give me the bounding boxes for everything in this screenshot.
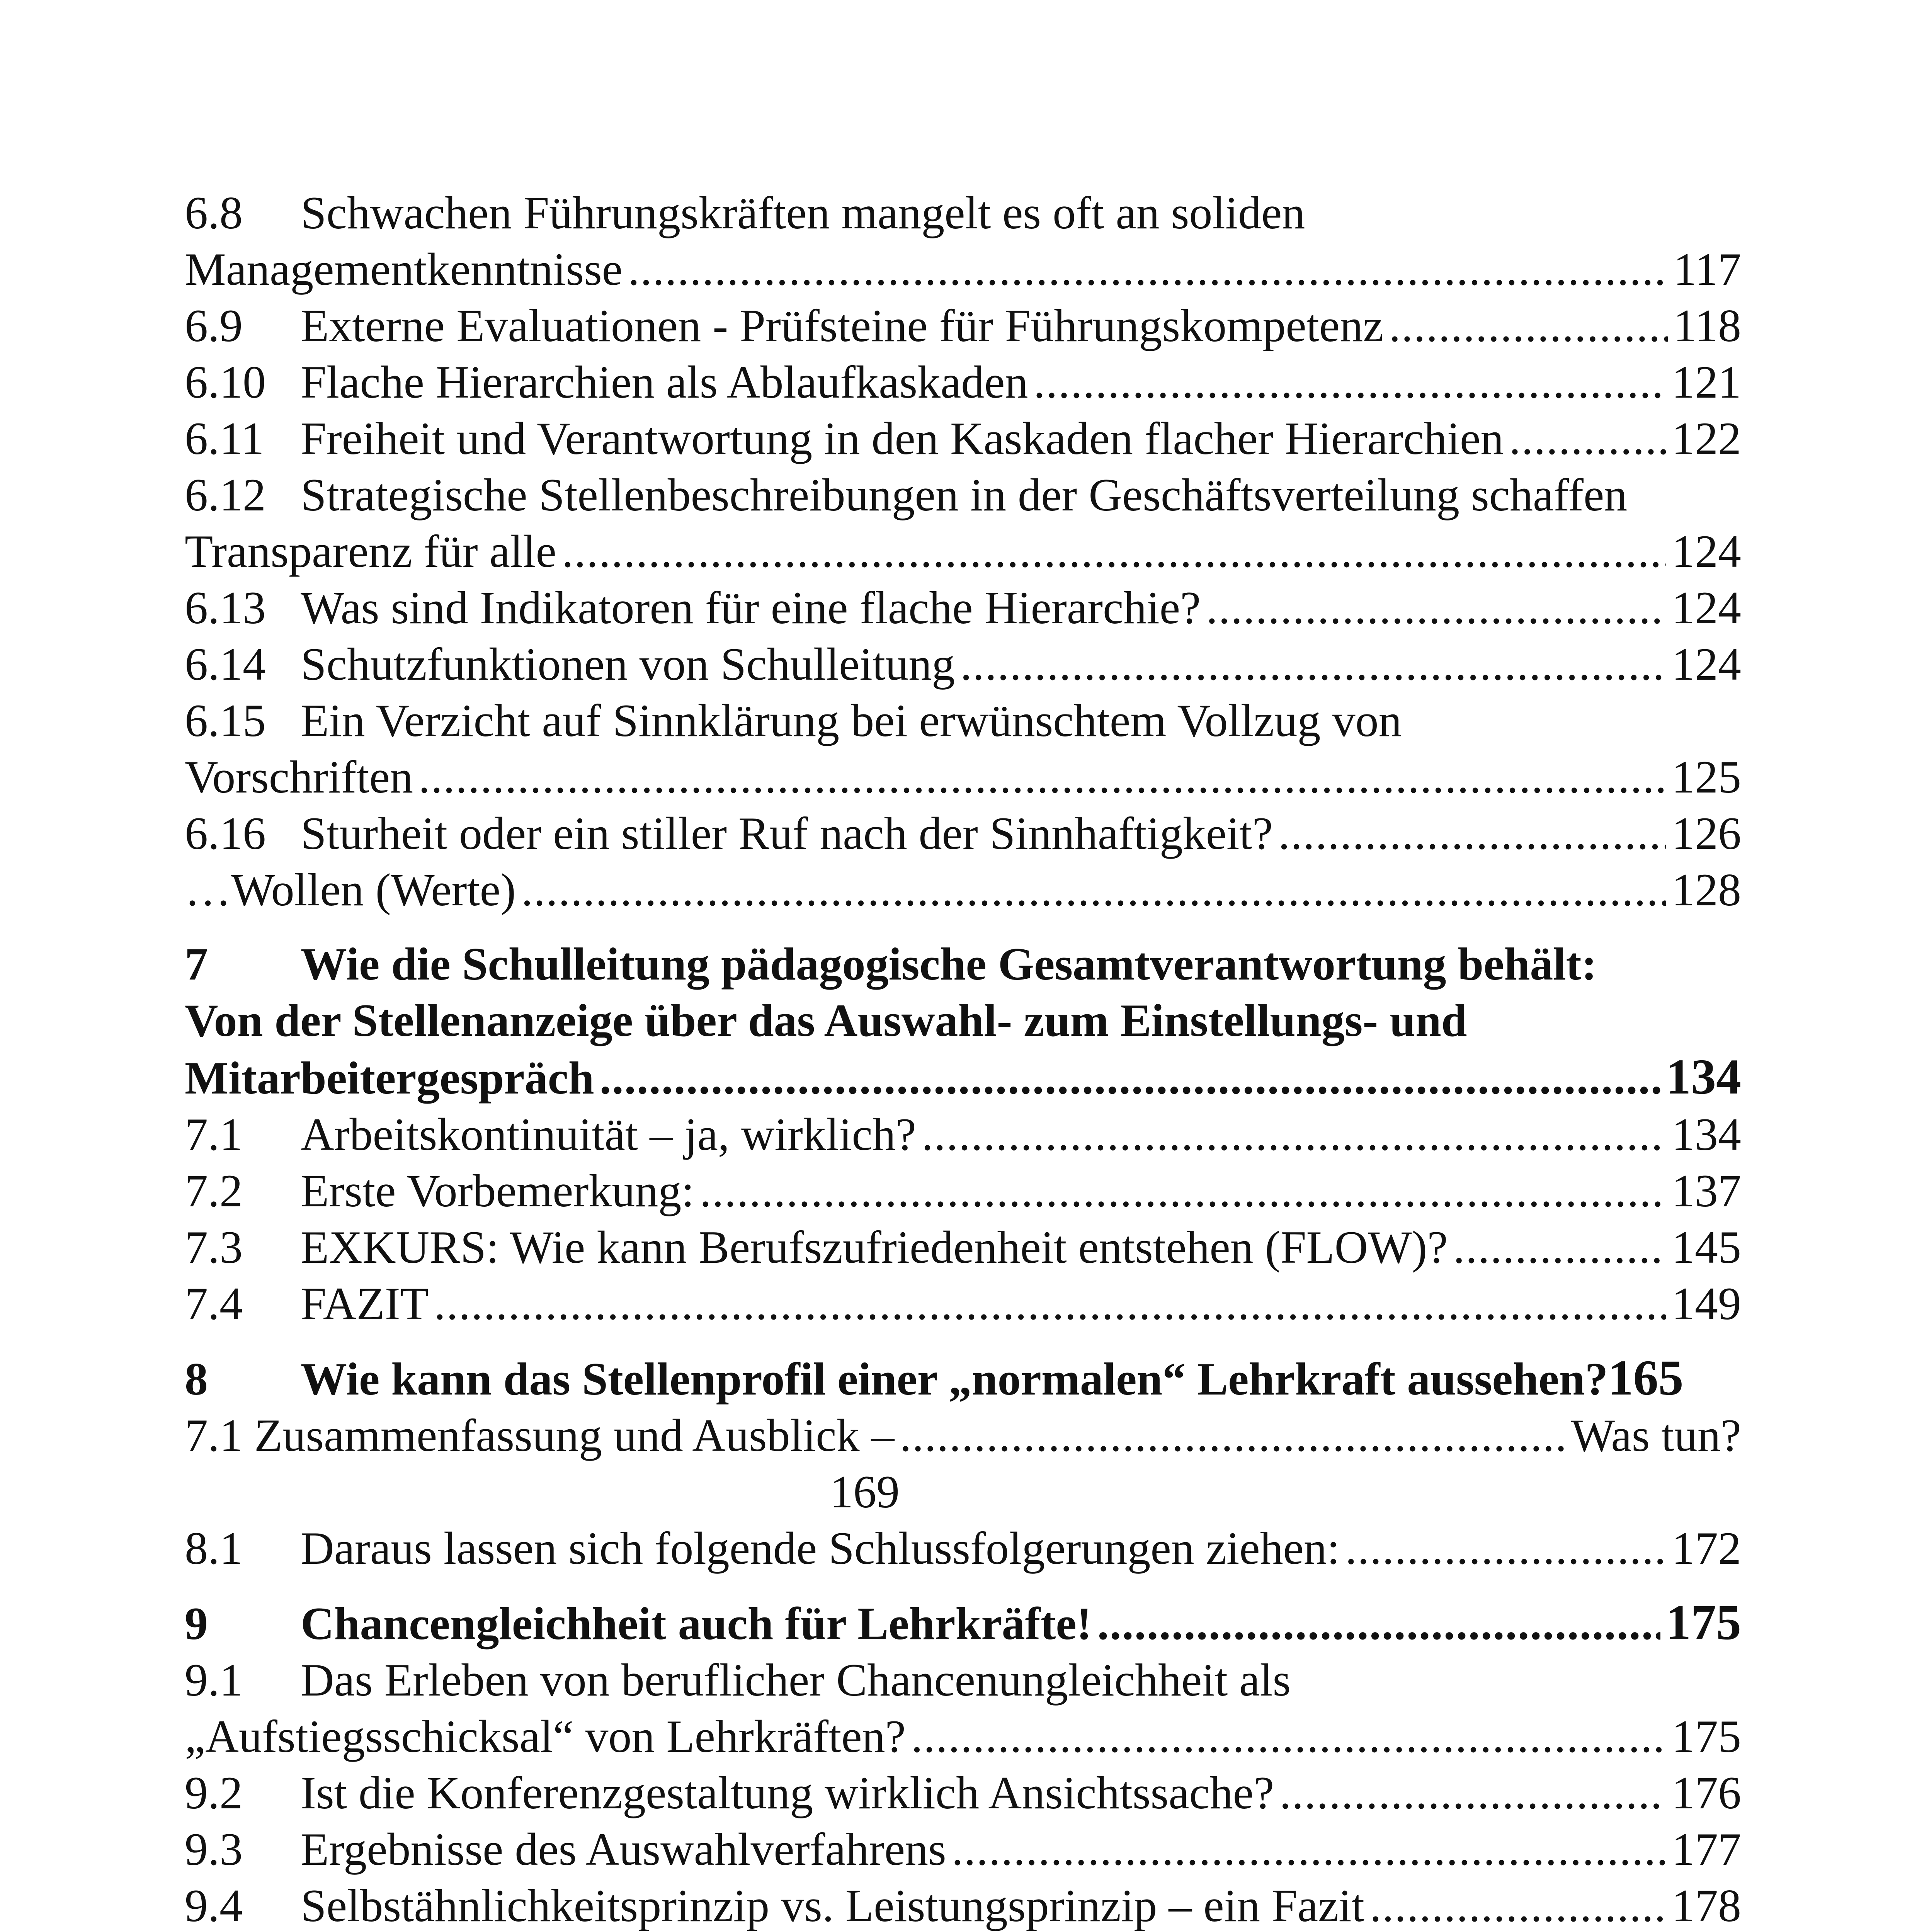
toc-number: 6.16	[185, 808, 266, 859]
toc-number: 8	[185, 1353, 208, 1405]
toc-number: 7	[185, 938, 208, 990]
toc-title-continued: Transparenz für alle	[185, 526, 556, 577]
dot-leader	[1345, 1520, 1666, 1577]
toc-entry-6-15[interactable]	[185, 692, 1741, 805]
dot-leader	[1278, 805, 1666, 862]
toc-title: …Wollen (Werte)	[185, 864, 516, 915]
toc-number: 9.4	[185, 1880, 243, 1931]
toc-entry-7-4[interactable]	[185, 1276, 1741, 1332]
toc-chapter-9[interactable]	[185, 1594, 1741, 1652]
toc-title: Externe Evaluationen - Prüfsteine für Führungskompetenz	[301, 300, 1384, 351]
toc-page-number: 165	[1608, 1350, 1684, 1406]
toc-chapter-7[interactable]	[185, 936, 1741, 1106]
toc-entry-6-11[interactable]	[185, 410, 1741, 467]
toc-title: Strategische Stellenbeschreibungen in der Geschäftsverteilung schaffen	[301, 469, 1628, 520]
toc-title: Schutzfunktionen von Schulleitung	[301, 638, 955, 690]
toc-page-number: 118	[1673, 300, 1741, 351]
toc-page-number: 177	[1672, 1823, 1741, 1875]
toc-number: 8.1	[185, 1522, 243, 1574]
toc-number: 6.14	[185, 638, 266, 690]
toc-number: 6.15	[185, 695, 266, 746]
toc-number: 7.2	[185, 1165, 243, 1216]
toc-page-number: 149	[1672, 1278, 1741, 1329]
toc-number: 7.1	[185, 1109, 243, 1160]
table-of-contents	[185, 185, 1741, 1932]
dot-leader	[521, 862, 1666, 918]
dot-leader	[700, 1163, 1666, 1219]
toc-title: Wie die Schulleitung pädagogische Gesamtverantwortung behält:	[301, 938, 1597, 990]
toc-entry-6-8[interactable]	[185, 185, 1741, 298]
toc-title: Flache Hierarchien als Ablaufkaskaden	[301, 356, 1028, 408]
toc-entry-7-1[interactable]	[185, 1106, 1741, 1163]
toc-page-number: 134	[1672, 1109, 1741, 1160]
toc-title-tail: Was tun?	[1571, 1410, 1741, 1461]
toc-page-number: 175	[1672, 1711, 1741, 1762]
toc-title-continued: Managementkenntnisse	[185, 243, 623, 295]
toc-number: 9.2	[185, 1767, 243, 1818]
dot-leader	[1370, 1878, 1666, 1932]
toc-title: 7.1 Zusammenfassung und Ausblick –	[185, 1410, 895, 1461]
dot-leader	[628, 241, 1668, 298]
toc-entry-9-1[interactable]	[185, 1652, 1741, 1765]
toc-title: Selbstähnlichkeitsprinzip vs. Leistungsprinzip – ein Fazit	[301, 1880, 1364, 1931]
dot-leader	[600, 1050, 1660, 1106]
dot-leader	[922, 1106, 1666, 1163]
toc-entry-6-10[interactable]	[185, 354, 1741, 410]
dot-leader	[1509, 410, 1666, 467]
dot-leader	[1279, 1765, 1666, 1821]
toc-title: Ergebnisse des Auswahlverfahrens	[301, 1823, 946, 1875]
toc-number: 9	[185, 1598, 208, 1649]
toc-title: FAZIT	[301, 1278, 429, 1329]
toc-page-number: 124	[1672, 526, 1741, 577]
toc-page-number: 128	[1672, 864, 1741, 915]
dot-leader	[952, 1821, 1666, 1878]
toc-title: Sturheit oder ein stiller Ruf nach der Sinnhaftigkeit?	[301, 808, 1273, 859]
dot-leader	[1389, 298, 1668, 354]
toc-number: 6.8	[185, 187, 243, 238]
toc-number: 9.3	[185, 1823, 243, 1875]
toc-page-number: 175	[1666, 1595, 1741, 1650]
toc-title: Das Erleben von beruflicher Chancenungleichheit als	[301, 1654, 1291, 1706]
dot-leader	[900, 1407, 1566, 1464]
toc-title: Ein Verzicht auf Sinnklärung bei erwünschtem Vollzug von	[301, 695, 1402, 746]
toc-number: 6.10	[185, 356, 266, 408]
toc-entry-9-2[interactable]	[185, 1765, 1741, 1821]
toc-title-continued: Mitarbeitergespräch	[185, 1052, 594, 1104]
toc-page-number: 176	[1672, 1767, 1741, 1818]
toc-title: Ist die Konferenzgestaltung wirklich Ansichtssache?	[301, 1767, 1274, 1818]
dot-leader	[434, 1276, 1666, 1332]
toc-page-number: 124	[1672, 638, 1741, 690]
toc-page-number: 137	[1672, 1165, 1741, 1216]
toc-number: 7.4	[185, 1278, 243, 1329]
toc-title: Erste Vorbemerkung:	[301, 1165, 694, 1216]
toc-page-number: 145	[1672, 1221, 1741, 1273]
toc-page-number: 178	[1672, 1880, 1741, 1931]
toc-chapter-8[interactable]	[185, 1350, 1741, 1407]
toc-title: Arbeitskontinuität – ja, wirklich?	[301, 1109, 916, 1160]
toc-entry-6-9[interactable]	[185, 298, 1741, 354]
toc-entry-8-1[interactable]	[185, 1520, 1741, 1577]
dot-leader	[911, 1708, 1666, 1765]
toc-title-continued: Vorschriften	[185, 751, 413, 803]
toc-title: Freiheit und Verantwortung in den Kaskaden flacher Hierarchien	[301, 413, 1504, 464]
toc-entry-wollen[interactable]	[185, 862, 1741, 918]
toc-number: 6.12	[185, 469, 266, 520]
dot-leader	[1206, 580, 1666, 636]
toc-entry-6-13[interactable]	[185, 580, 1741, 636]
toc-number: 6.9	[185, 300, 243, 351]
toc-page-number: 125	[1672, 751, 1741, 803]
toc-entry-7-1-summary[interactable]	[185, 1407, 1741, 1520]
toc-entry-7-2[interactable]	[185, 1163, 1741, 1219]
toc-title-continued: Von der Stellenanzeige über das Auswahl- zum Einstellungs- und	[185, 995, 1467, 1046]
toc-entry-6-14[interactable]	[185, 636, 1741, 692]
dot-leader	[1453, 1219, 1666, 1276]
toc-title: EXKURS: Wie kann Berufszufriedenheit entstehen (FLOW)?	[301, 1221, 1448, 1273]
dot-leader	[1034, 354, 1666, 410]
dot-leader	[1097, 1595, 1660, 1652]
toc-title-continued: „Aufstiegsschicksal“ von Lehrkräften?	[185, 1711, 906, 1762]
toc-entry-7-3[interactable]	[185, 1219, 1741, 1276]
toc-number: 9.1	[185, 1654, 243, 1706]
toc-title: Chancengleichheit auch für Lehrkräfte!	[301, 1598, 1092, 1649]
toc-title: Wie kann das Stellenprofil einer „normalen“ Lehrkraft aussehen?	[301, 1353, 1608, 1405]
toc-page-number: 169	[830, 1466, 900, 1517]
toc-title: Schwachen Führungskräften mangelt es oft an soliden	[301, 187, 1305, 238]
toc-entry-9-4[interactable]	[185, 1878, 1741, 1932]
dot-leader	[960, 636, 1666, 692]
dot-leader	[418, 749, 1666, 805]
toc-title: Daraus lassen sich folgende Schlussfolgerungen ziehen:	[301, 1522, 1340, 1574]
toc-entry-6-16[interactable]	[185, 805, 1741, 862]
toc-entry-6-12[interactable]	[185, 467, 1741, 580]
toc-entry-9-3[interactable]	[185, 1821, 1741, 1878]
toc-page-number: 134	[1666, 1049, 1741, 1105]
toc-number: 6.11	[185, 413, 264, 464]
toc-page-number: 121	[1672, 356, 1741, 408]
toc-page-number: 117	[1673, 243, 1741, 295]
dot-leader	[562, 523, 1666, 580]
toc-title: Was sind Indikatoren für eine flache Hierarchie?	[301, 582, 1201, 633]
toc-number: 7.3	[185, 1221, 243, 1273]
toc-number: 6.13	[185, 582, 266, 633]
toc-page-number: 172	[1672, 1522, 1741, 1574]
toc-page-number: 124	[1672, 582, 1741, 633]
toc-page-number: 122	[1672, 413, 1741, 464]
toc-page-number: 126	[1672, 808, 1741, 859]
